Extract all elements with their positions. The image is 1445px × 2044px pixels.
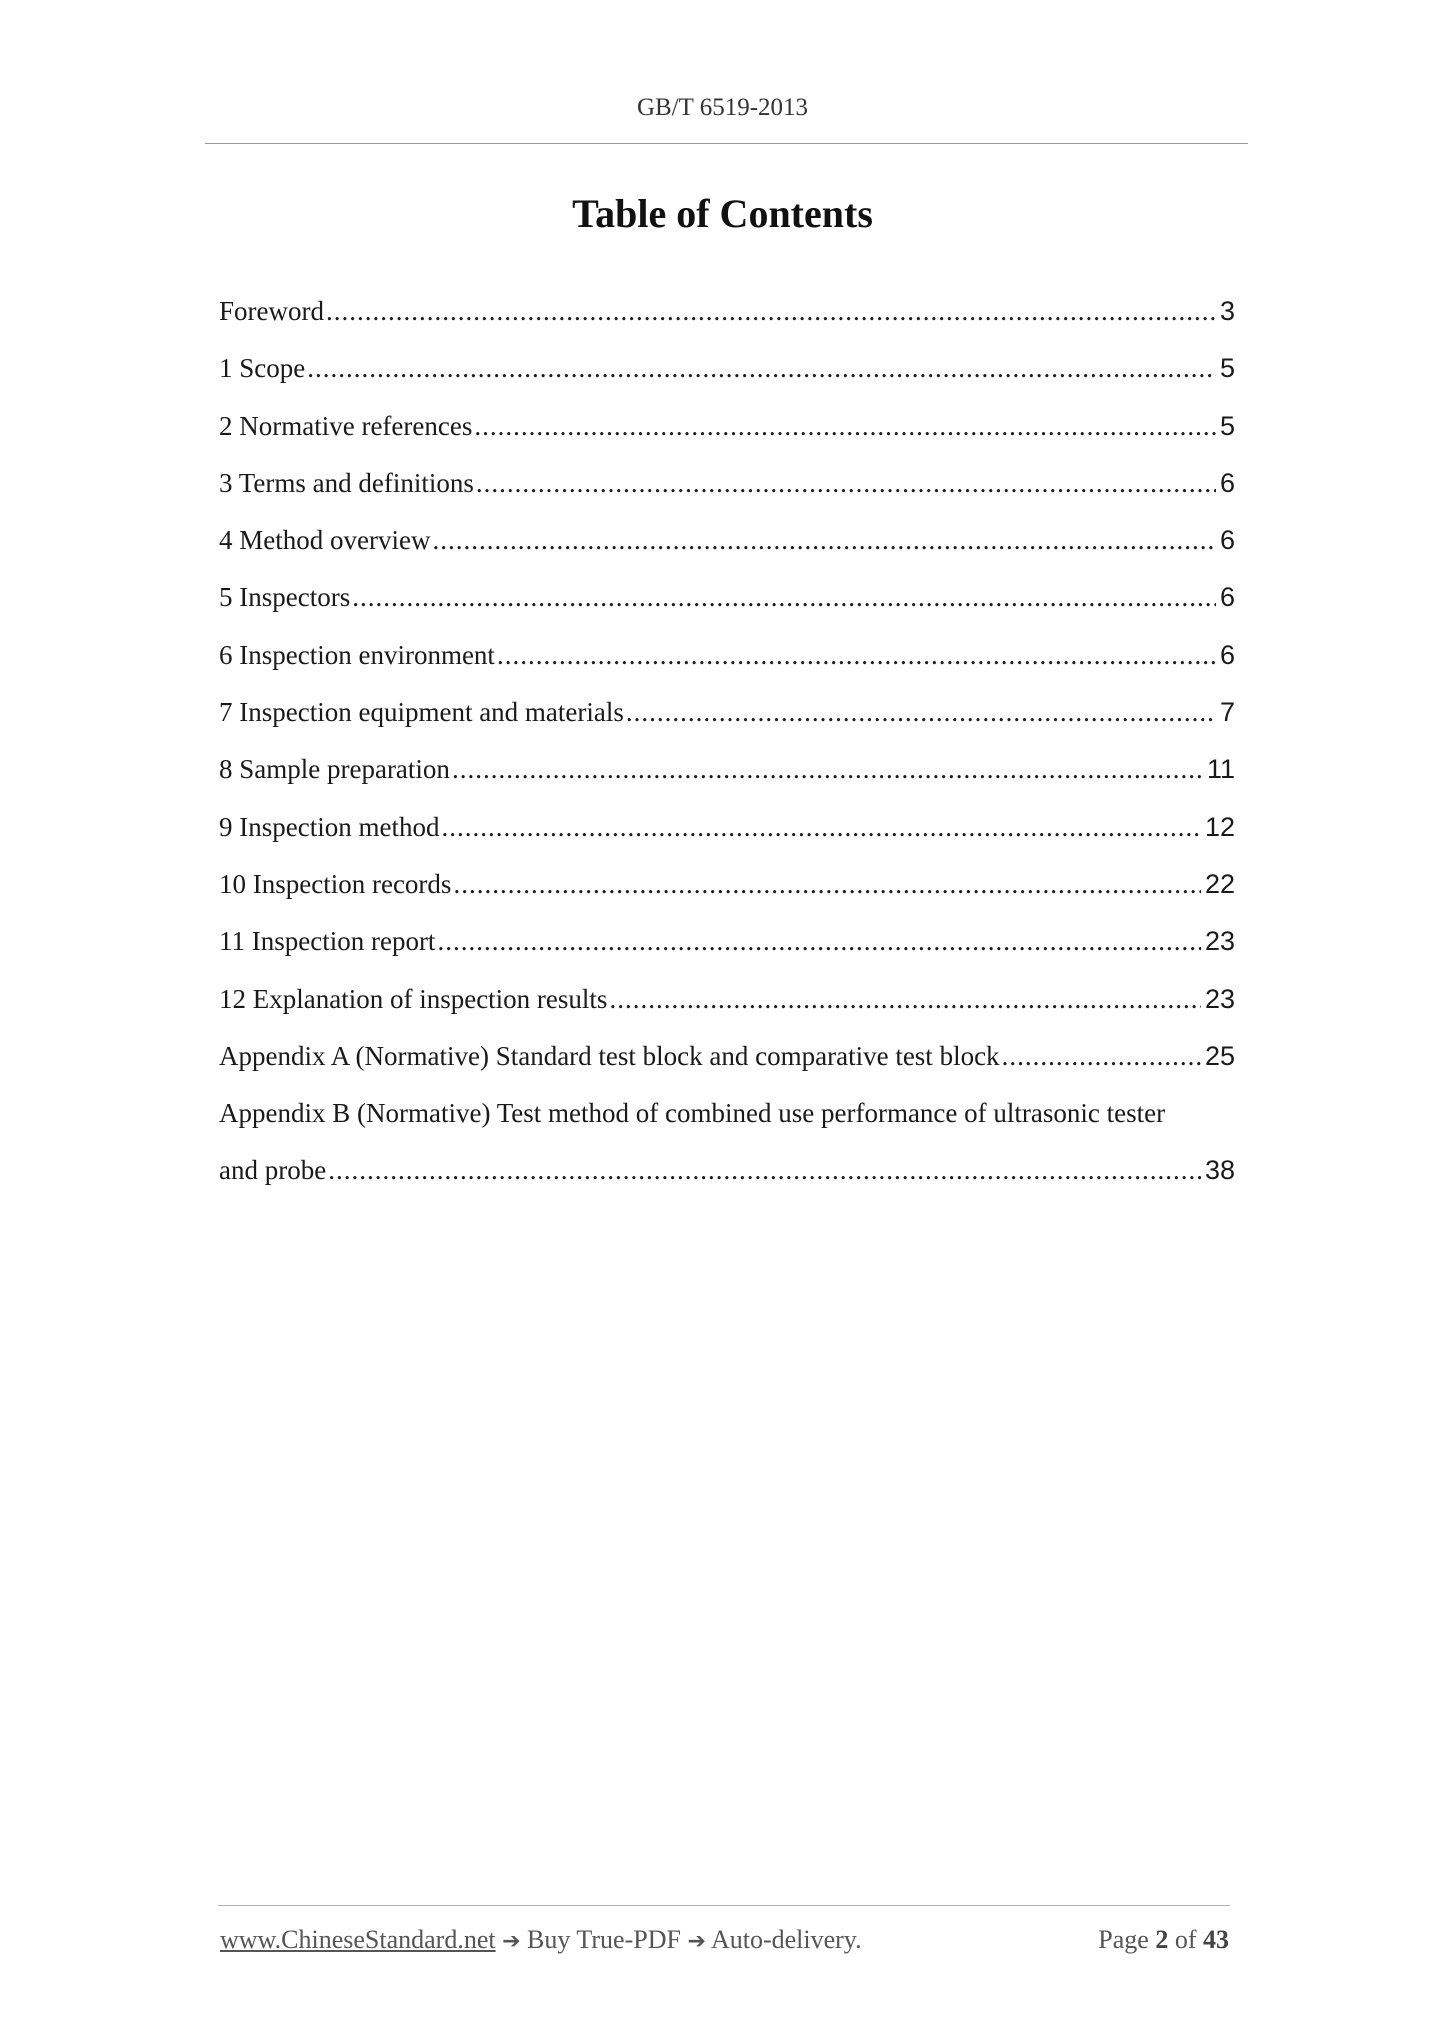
- toc-entry-label: 5 Inspectors: [219, 582, 351, 613]
- toc-entry-inspection-environment[interactable]: [219, 640, 1235, 697]
- toc-entry-label: 3 Terms and definitions: [219, 467, 474, 498]
- dot-leader: [352, 582, 1216, 613]
- toc-entry-label-line: [219, 1155, 1235, 1212]
- toc-entry-appendix-b[interactable]: [219, 1098, 1235, 1213]
- toc-entry-page: 22: [1204, 868, 1235, 899]
- toc-entry-page: 6: [1219, 467, 1235, 498]
- toc-entry-page: 25: [1204, 1040, 1235, 1071]
- toc-entry-page: 3: [1219, 296, 1235, 326]
- page-current: 2: [1155, 1925, 1169, 1954]
- toc-entry-page: 23: [1204, 983, 1235, 1014]
- toc-entry-page: 6: [1219, 525, 1235, 556]
- dot-leader: [497, 640, 1216, 671]
- toc-entry-label: 7 Inspection equipment and materials: [219, 697, 624, 728]
- toc-entry-label: 9 Inspection method: [219, 811, 440, 842]
- toc-entry-label: Appendix A (Normative) Standard test block and comparative test block: [219, 1040, 1000, 1071]
- toc-entry-terms-definitions[interactable]: [219, 468, 1235, 525]
- table-of-contents: [219, 296, 1235, 1213]
- toc-entry-normative-references[interactable]: [219, 411, 1235, 468]
- site-link[interactable]: www.ChineseStandard.net: [220, 1925, 496, 1954]
- toc-entry-label: 4 Method overview: [219, 525, 431, 556]
- toc-entry-method-overview[interactable]: [219, 525, 1235, 582]
- dot-leader: [326, 296, 1216, 327]
- toc-entry-inspection-method[interactable]: [219, 812, 1235, 869]
- toc-entry-label: and probe: [219, 1155, 327, 1186]
- page-word: Page: [1098, 1925, 1149, 1954]
- toc-entry-label: 11 Inspection report: [219, 926, 436, 957]
- buy-text: Buy True-PDF: [527, 1925, 681, 1954]
- toc-entry-label: 8 Sample preparation: [219, 754, 450, 785]
- dot-leader: [609, 984, 1201, 1015]
- dot-leader: [437, 926, 1201, 957]
- toc-entry-page: 38: [1204, 1155, 1235, 1186]
- toc-entry-page: 6: [1219, 639, 1235, 670]
- of-word: of: [1174, 1925, 1197, 1954]
- dot-leader: [307, 353, 1216, 384]
- dot-leader: [1002, 1041, 1201, 1072]
- toc-entry-label-line: [219, 1098, 1235, 1155]
- toc-entry-scope[interactable]: [219, 353, 1235, 410]
- toc-entry-label: 10 Inspection records: [219, 868, 452, 899]
- toc-entry-inspection-report[interactable]: [219, 926, 1235, 983]
- toc-entry-page: 12: [1204, 811, 1235, 842]
- toc-entry-label: Appendix B (Normative) Test method of combined use performance of ultrasonic tester: [219, 1098, 1166, 1129]
- toc-entry-page: 11: [1206, 754, 1235, 785]
- toc-entry-inspectors[interactable]: [219, 582, 1235, 639]
- dot-leader: [452, 754, 1203, 785]
- dot-leader: [474, 411, 1216, 442]
- page-total: 43: [1203, 1925, 1229, 1954]
- dot-leader: [441, 812, 1200, 843]
- delivery-text: Auto-delivery.: [710, 1925, 862, 1954]
- toc-entry-label: 1 Scope: [219, 353, 306, 384]
- dot-leader: [453, 869, 1201, 900]
- toc-entry-page: 6: [1219, 582, 1235, 613]
- toc-entry-explanation-results[interactable]: [219, 984, 1235, 1041]
- dot-leader: [626, 697, 1216, 728]
- page-indicator: [1098, 1925, 1229, 1955]
- toc-entry-foreword[interactable]: [219, 296, 1235, 353]
- arrow-right-icon: ➔: [502, 1929, 521, 1954]
- toc-entry-page: 7: [1219, 697, 1235, 728]
- toc-title: Table of Contents: [572, 191, 873, 236]
- toc-entry-label: 2 Normative references: [219, 410, 473, 441]
- dot-leader: [476, 468, 1216, 499]
- dot-leader: [432, 525, 1216, 556]
- page-footer: [220, 1925, 1232, 1955]
- header-divider: [205, 143, 1248, 144]
- toc-entry-equipment-materials[interactable]: [219, 697, 1235, 754]
- toc-entry-inspection-records[interactable]: [219, 869, 1235, 926]
- dot-leader: [328, 1155, 1201, 1186]
- document-id: GB/T 6519-2013: [636, 94, 809, 121]
- toc-entry-label: Foreword: [219, 296, 324, 326]
- toc-entry-label: 6 Inspection environment: [219, 639, 495, 670]
- toc-entry-sample-preparation[interactable]: [219, 754, 1235, 811]
- toc-entry-label: 12 Explanation of inspection results: [219, 983, 608, 1014]
- toc-entry-page: 5: [1219, 410, 1235, 441]
- toc-entry-page: 23: [1204, 926, 1235, 957]
- footer-divider: [218, 1905, 1230, 1906]
- toc-entry-appendix-a[interactable]: [219, 1041, 1235, 1098]
- toc-entry-page: 5: [1219, 353, 1235, 384]
- arrow-right-icon: ➔: [687, 1929, 706, 1954]
